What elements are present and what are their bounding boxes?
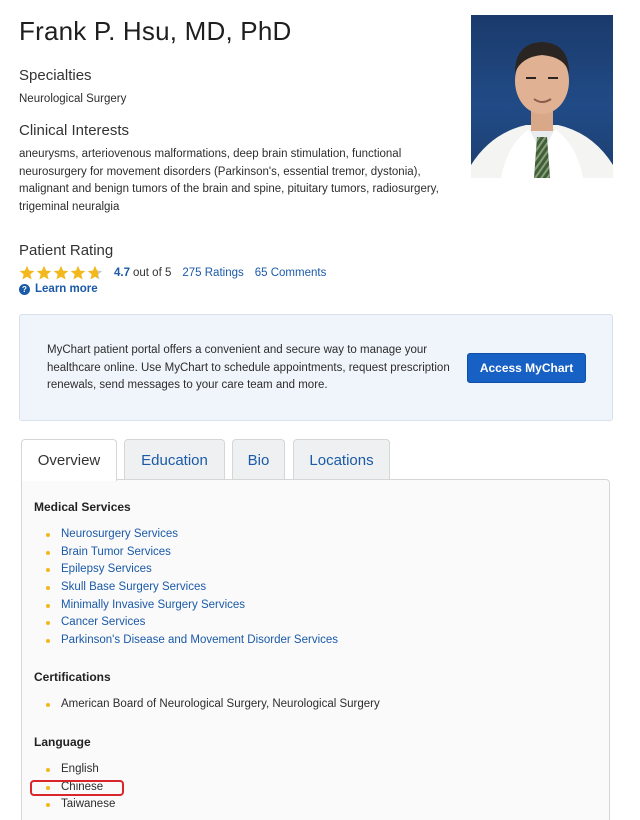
list-item[interactable]: Neurosurgery Services bbox=[46, 526, 338, 544]
clinical-interests-heading: Clinical Interests bbox=[19, 122, 130, 139]
comments-link[interactable]: 65 Comments bbox=[254, 267, 327, 279]
clinical-interests-text: aneurysms, arteriovenous malformations, deep brain stimulation, functional neurosurgery for movement disorders (Parkinson's, essential tremor, dystonia), malignant and benign tumors of the brain and spine, pituitary tumors, radiosurgery, trigeminal neuralgia bbox=[19, 148, 439, 213]
certifications-list bbox=[46, 696, 380, 714]
tab-overview[interactable]: Overview bbox=[21, 439, 117, 481]
tab-locations[interactable]: Locations bbox=[293, 439, 390, 480]
list-item[interactable]: Skull Base Surgery Services bbox=[46, 579, 338, 597]
learn-more-link[interactable]: Learn more bbox=[35, 283, 98, 295]
mychart-description: MyChart patient portal offers a convenient and secure way to manage your healthcare online. Use MyChart to schedule appointments, request prescription renewals, send messages to your care team and more. bbox=[47, 344, 450, 391]
star-icon bbox=[70, 265, 86, 281]
list-item[interactable]: Parkinson's Disease and Movement Disorder Services bbox=[46, 632, 338, 650]
list-item: English bbox=[46, 761, 115, 779]
medical-services-heading: Medical Services bbox=[34, 500, 131, 514]
learn-more[interactable] bbox=[19, 283, 98, 295]
rating-row bbox=[19, 264, 326, 282]
mychart-banner bbox=[19, 314, 613, 421]
specialties-value: Neurological Surgery bbox=[19, 93, 127, 105]
star-icon bbox=[19, 265, 35, 281]
specialties-heading: Specialties bbox=[19, 67, 92, 84]
tab-education[interactable]: Education bbox=[124, 439, 225, 480]
list-item[interactable]: Minimally Invasive Surgery Services bbox=[46, 597, 338, 615]
doctor-photo bbox=[471, 15, 613, 178]
star-rating bbox=[19, 265, 103, 281]
access-mychart-button[interactable]: Access MyChart bbox=[467, 353, 586, 383]
tab-bio[interactable]: Bio bbox=[232, 439, 285, 480]
rating-score: 4.7 bbox=[114, 267, 130, 279]
star-icon bbox=[53, 265, 69, 281]
ratings-link[interactable]: 275 Ratings bbox=[182, 267, 244, 279]
patient-rating-heading: Patient Rating bbox=[19, 242, 114, 259]
list-item[interactable]: Cancer Services bbox=[46, 614, 338, 632]
rating-out-of: out of 5 bbox=[133, 267, 172, 279]
question-icon: ? bbox=[19, 284, 30, 295]
medical-services-list bbox=[46, 526, 338, 650]
highlight-annotation bbox=[30, 780, 124, 796]
language-heading: Language bbox=[34, 735, 91, 749]
list-item: American Board of Neurological Surgery, Neurological Surgery bbox=[46, 696, 380, 714]
doctor-name: Frank P. Hsu, MD, PhD bbox=[19, 16, 292, 46]
list-item[interactable]: Epilepsy Services bbox=[46, 561, 338, 579]
star-icon bbox=[36, 265, 52, 281]
list-item[interactable]: Brain Tumor Services bbox=[46, 544, 338, 562]
list-item: Taiwanese bbox=[46, 796, 115, 814]
list-item: Chinese bbox=[46, 779, 115, 797]
certifications-heading: Certifications bbox=[34, 670, 111, 684]
star-icon bbox=[87, 265, 103, 281]
